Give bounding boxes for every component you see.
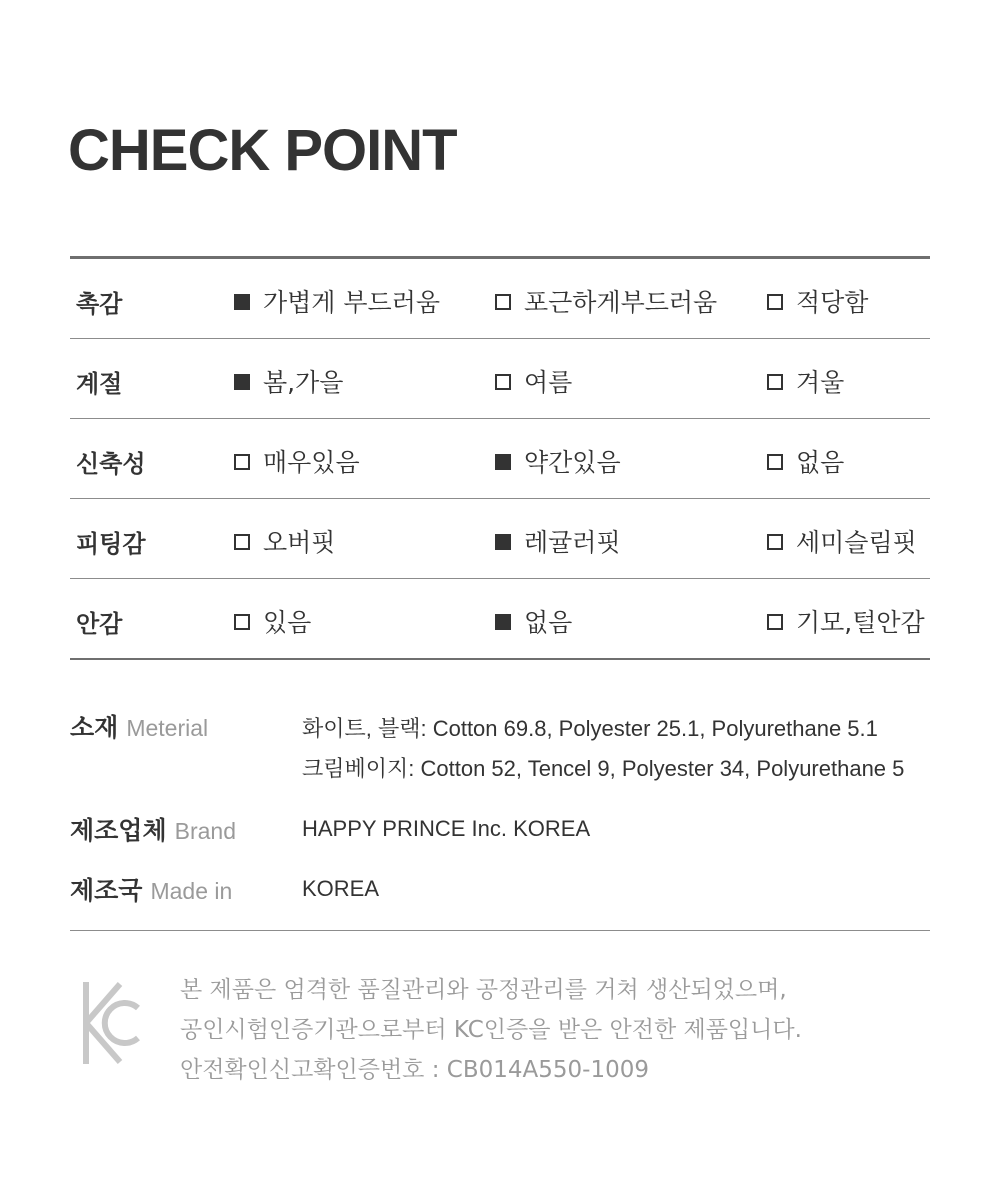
brand-label-ko: 제조업체 xyxy=(70,816,167,845)
checkbox-empty-icon xyxy=(767,294,783,310)
material-line-2: 크림베이지: Cotton 52, Tencel 9, Polyester 34, Polyurethane 5 xyxy=(302,756,905,781)
kc-notice xyxy=(180,970,802,1090)
checkbox-empty-icon xyxy=(767,454,783,470)
material-label xyxy=(70,708,208,744)
material-label-en: Meterial xyxy=(126,715,209,741)
option-item xyxy=(767,283,868,319)
option-label: 겨울 xyxy=(796,368,845,397)
checkbox-empty-icon xyxy=(495,294,511,310)
checkbox-checked-icon xyxy=(495,454,511,470)
checkbox-empty-icon xyxy=(495,374,511,390)
checkbox-empty-icon xyxy=(234,614,250,630)
kc-certification-logo-icon xyxy=(80,978,144,1068)
option-label: 있음 xyxy=(263,608,312,637)
option-item xyxy=(767,603,925,639)
option-item xyxy=(495,603,572,639)
option-item xyxy=(234,523,335,559)
row-label: 신축성 xyxy=(76,450,146,478)
origin-label xyxy=(70,871,232,907)
option-item xyxy=(234,603,311,639)
checkbox-empty-icon xyxy=(767,534,783,550)
checkbox-checked-icon xyxy=(495,614,511,630)
option-item xyxy=(767,363,844,399)
brand-label-en: Brand xyxy=(174,818,236,844)
notice-line-1: 본 제품은 엄격한 품질관리와 공정관리를 거쳐 생산되었으며, xyxy=(180,977,787,1003)
option-item xyxy=(495,523,621,559)
option-item xyxy=(767,523,917,559)
origin-label-en: Made in xyxy=(150,878,233,904)
divider xyxy=(70,930,930,931)
option-label: 매우있음 xyxy=(263,448,360,477)
checkbox-checked-icon xyxy=(495,534,511,550)
table-row xyxy=(70,419,930,499)
option-item xyxy=(495,363,572,399)
checkbox-empty-icon xyxy=(234,454,250,470)
option-label: 약간있음 xyxy=(524,448,621,477)
brand-value: HAPPY PRINCE Inc. KOREA xyxy=(302,816,591,841)
option-item xyxy=(234,283,440,319)
option-label: 레귤러핏 xyxy=(524,528,621,557)
table-row xyxy=(70,579,930,660)
option-item xyxy=(767,443,844,479)
checkbox-empty-icon xyxy=(767,374,783,390)
option-item xyxy=(495,443,621,479)
table-row xyxy=(70,259,930,339)
checkbox-checked-icon xyxy=(234,294,250,310)
option-label: 봄,가을 xyxy=(263,368,344,397)
row-label: 피팅감 xyxy=(76,530,146,558)
option-item xyxy=(234,443,360,479)
material-line-1: 화이트, 블랙: Cotton 69.8, Polyester 25.1, Polyurethane 5.1 xyxy=(302,716,878,741)
option-label: 없음 xyxy=(524,608,573,637)
page-title: CHECK POINT xyxy=(68,118,457,183)
option-label: 오버핏 xyxy=(263,528,336,557)
option-label: 기모,털안감 xyxy=(796,608,925,637)
option-label: 포근하게부드러움 xyxy=(524,288,718,317)
option-label: 적당함 xyxy=(796,288,869,317)
option-label: 여름 xyxy=(524,368,573,397)
notice-line-3: 안전확인신고확인증번호 : CB014A550-1009 xyxy=(180,1057,649,1083)
option-label: 가볍게 부드러움 xyxy=(263,288,440,317)
option-label: 없음 xyxy=(796,448,845,477)
option-label: 세미슬림핏 xyxy=(796,528,917,557)
notice-line-2: 공인시험인증기관으로부터 KC인증을 받은 안전한 제품입니다. xyxy=(180,1017,802,1043)
row-label: 안감 xyxy=(76,610,123,638)
row-label: 계절 xyxy=(76,370,123,398)
row-label: 촉감 xyxy=(76,290,123,318)
brand-label xyxy=(70,811,236,847)
option-item xyxy=(234,363,343,399)
checkbox-empty-icon xyxy=(767,614,783,630)
material-label-ko: 소재 xyxy=(70,713,119,742)
option-item xyxy=(495,283,717,319)
table-row xyxy=(70,339,930,419)
check-point-table xyxy=(70,256,930,660)
checkbox-checked-icon xyxy=(234,374,250,390)
origin-label-ko: 제조국 xyxy=(70,876,143,905)
origin-value: KOREA xyxy=(302,876,380,901)
table-row xyxy=(70,499,930,579)
checkbox-empty-icon xyxy=(234,534,250,550)
